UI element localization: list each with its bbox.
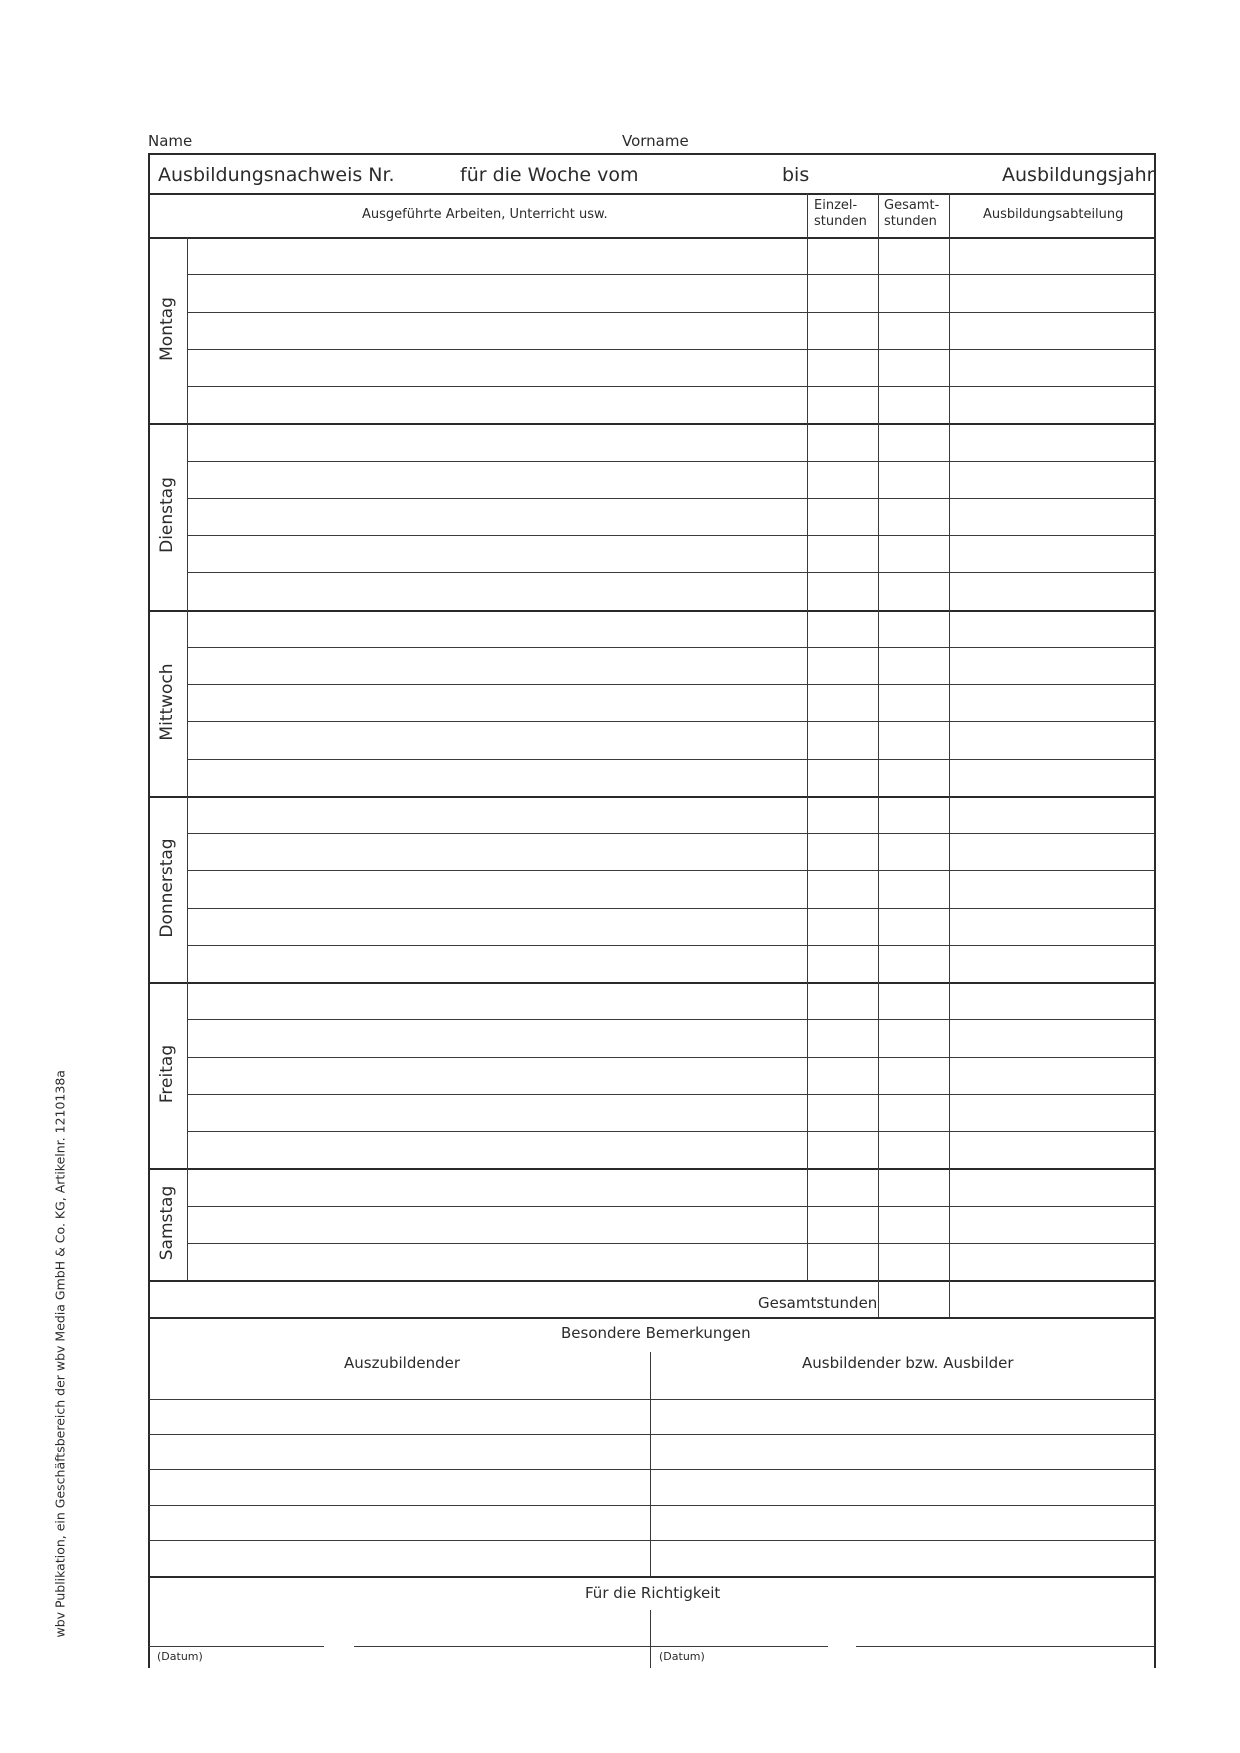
table-row-line <box>187 1243 1154 1244</box>
table-column-divider <box>949 610 950 796</box>
day-label-dienstag: Dienstag <box>157 477 177 554</box>
signature-line-right <box>856 1646 1154 1647</box>
table-column-divider <box>878 1168 879 1280</box>
colhdr-divider-2 <box>878 193 879 237</box>
table-column-divider <box>878 610 879 796</box>
remarks-line-5 <box>148 1540 1154 1541</box>
totals-divider-1 <box>878 1280 879 1317</box>
table-row-line <box>187 461 1154 462</box>
gesamtstunden-label: Gesamtstunden <box>758 1294 878 1312</box>
table-column-divider <box>807 1168 808 1280</box>
table-row-line <box>187 759 1154 760</box>
signature-line-left <box>354 1646 650 1647</box>
table-row-line <box>187 312 1154 313</box>
table-row-line <box>187 1131 1154 1132</box>
day-label-freitag: Freitag <box>157 1045 177 1104</box>
day-bottom-line <box>148 1280 1154 1282</box>
table-row[interactable] <box>189 910 805 943</box>
table-row[interactable] <box>189 276 805 309</box>
table-row[interactable] <box>189 1208 805 1241</box>
frame-right-line <box>1154 153 1156 1668</box>
table-row[interactable] <box>189 649 805 682</box>
table-row-line <box>187 833 1154 834</box>
day-column-divider <box>187 610 188 796</box>
day-column-divider <box>187 1168 188 1280</box>
frame-top-line <box>148 153 1154 155</box>
table-row-line <box>187 1094 1154 1095</box>
table-row[interactable] <box>189 1096 805 1129</box>
table-row-line <box>187 721 1154 722</box>
col-einzelstunden-header <box>814 198 867 230</box>
table-column-divider <box>949 982 950 1168</box>
remarks-bottom-line <box>148 1576 1154 1578</box>
day-label-mittwoch: Mittwoch <box>157 663 177 741</box>
table-row[interactable] <box>189 1059 805 1092</box>
remarks-line-1 <box>148 1399 1154 1400</box>
table-row[interactable] <box>189 388 805 421</box>
publisher-sidebar-text: wbv Publikation, ein Geschäftsbereich der wbv Media GmbH & Co. KG, Artikelnr. 1210138a <box>52 1070 68 1638</box>
date-line-right <box>650 1646 828 1647</box>
table-column-divider <box>949 1168 950 1280</box>
remarks-center-divider <box>650 1352 651 1576</box>
totals-bottom-line <box>148 1317 1154 1319</box>
ausbildungsjahr-label: Ausbildungsjahr <box>1002 164 1155 186</box>
table-row-line <box>187 274 1154 275</box>
woche-vom-label: für die Woche vom <box>460 164 639 186</box>
table-row-line <box>187 870 1154 871</box>
table-row[interactable] <box>189 984 805 1017</box>
day-column-divider <box>187 423 188 609</box>
col-einzel-line2: stunden <box>814 214 867 229</box>
table-row[interactable] <box>189 1245 805 1278</box>
bis-label: bis <box>782 164 810 186</box>
table-row[interactable] <box>189 574 805 607</box>
table-row[interactable] <box>189 686 805 719</box>
col-gesamtstunden-header <box>884 198 939 230</box>
table-row[interactable] <box>189 351 805 384</box>
colhdr-divider-3 <box>949 193 950 237</box>
table-column-divider <box>949 237 950 423</box>
table-row[interactable] <box>189 463 805 496</box>
datum-label-left: (Datum) <box>157 1650 203 1663</box>
table-column-divider <box>878 982 879 1168</box>
signature-center-divider <box>650 1610 651 1668</box>
day-label-samstag: Samstag <box>157 1185 177 1261</box>
day-label-montag: Montag <box>157 297 177 361</box>
table-column-divider <box>807 796 808 982</box>
table-row-line <box>187 498 1154 499</box>
day-column-divider <box>187 237 188 423</box>
col-abteilung-header: Ausbildungsabteilung <box>983 207 1124 222</box>
col-einzel-line1: Einzel- <box>814 198 858 213</box>
day-label-donnerstag: Donnerstag <box>157 838 177 938</box>
table-row[interactable] <box>189 314 805 347</box>
table-row[interactable] <box>189 425 805 458</box>
table-row-line <box>187 535 1154 536</box>
table-column-divider <box>878 237 879 423</box>
table-row[interactable] <box>189 798 805 831</box>
vorname-label: Vorname <box>622 132 689 150</box>
nachweis-nr-label: Ausbildungsnachweis Nr. <box>158 164 395 186</box>
table-row[interactable] <box>189 947 805 980</box>
table-column-divider <box>949 796 950 982</box>
remarks-line-3 <box>148 1469 1154 1470</box>
table-row-line <box>187 1057 1154 1058</box>
table-column-divider <box>878 423 879 609</box>
table-column-divider <box>878 796 879 982</box>
table-row[interactable] <box>189 1170 805 1203</box>
table-row[interactable] <box>189 500 805 533</box>
header-bottom-line <box>148 193 1154 195</box>
ausbilder-label: Ausbildender bzw. Ausbilder <box>802 1354 1014 1372</box>
table-row-line <box>187 386 1154 387</box>
col-gesamt-line2: stunden <box>884 214 937 229</box>
totals-divider-2 <box>949 1280 950 1317</box>
table-row[interactable] <box>189 872 805 905</box>
auszubildender-label: Auszubildender <box>344 1354 460 1372</box>
table-column-divider <box>807 610 808 796</box>
name-label: Name <box>148 132 193 150</box>
table-row[interactable] <box>189 723 805 756</box>
table-row-line <box>187 647 1154 648</box>
colhdr-divider-1 <box>807 193 808 237</box>
date-line-left <box>148 1646 324 1647</box>
table-row[interactable] <box>189 835 805 868</box>
richtigkeit-title: Für die Richtigkeit <box>585 1584 721 1602</box>
col-gesamt-line1: Gesamt- <box>884 198 940 213</box>
col-arbeiten-header: Ausgeführte Arbeiten, Unterricht usw. <box>362 207 608 222</box>
table-row[interactable] <box>189 1133 805 1166</box>
frame-left-line <box>148 153 150 1668</box>
table-column-divider <box>807 423 808 609</box>
table-row-line <box>187 572 1154 573</box>
day-column-divider <box>187 796 188 982</box>
datum-label-right: (Datum) <box>659 1650 705 1663</box>
table-row[interactable] <box>189 1021 805 1054</box>
remarks-line-4 <box>148 1505 1154 1506</box>
table-row-line <box>187 945 1154 946</box>
table-row[interactable] <box>189 537 805 570</box>
remarks-title: Besondere Bemerkungen <box>561 1324 751 1342</box>
table-row-line <box>187 684 1154 685</box>
table-row-line <box>187 1019 1154 1020</box>
table-column-divider <box>807 237 808 423</box>
table-row[interactable] <box>189 239 805 272</box>
table-row[interactable] <box>189 612 805 645</box>
remarks-line-2 <box>148 1434 1154 1435</box>
table-row-line <box>187 349 1154 350</box>
table-column-divider <box>949 423 950 609</box>
table-row-line <box>187 1206 1154 1207</box>
table-row[interactable] <box>189 761 805 794</box>
table-column-divider <box>807 982 808 1168</box>
day-column-divider <box>187 982 188 1168</box>
table-row-line <box>187 908 1154 909</box>
